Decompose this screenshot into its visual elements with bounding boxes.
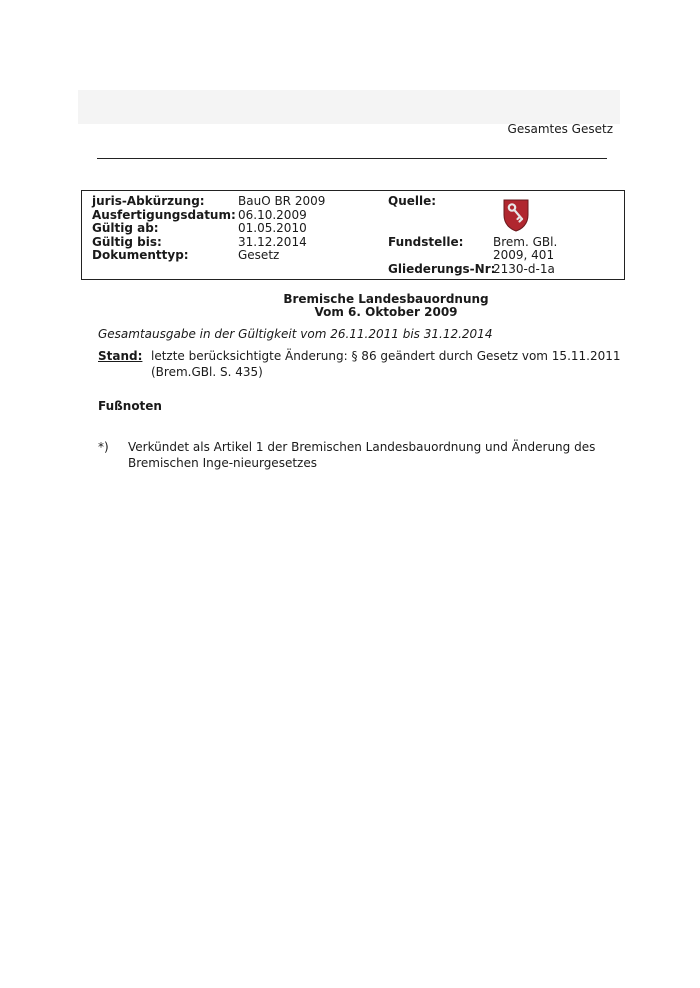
header-divider	[97, 158, 607, 159]
header-band	[78, 90, 620, 124]
meta-label-quelle: Quelle:	[388, 194, 437, 208]
meta-label-gueltig-ab: Gültig ab:	[92, 221, 159, 235]
meta-value-gliederung: 2130-d-1a	[493, 261, 555, 276]
meta-label-gliederung: Gliederungs-Nr:	[388, 261, 496, 276]
metadata-box	[81, 190, 625, 280]
bremen-crest-icon	[502, 198, 530, 232]
footnotes-heading: Fußnoten	[98, 399, 162, 413]
meta-label-dokumenttyp: Dokumenttyp:	[92, 248, 189, 262]
stand-text: letzte berücksichtigte Änderung: § 86 geändert durch Gesetz vom 15.11.2011 (Brem.GBl. S. 435)	[151, 349, 621, 379]
meta-label-gueltig-bis: Gültig bis:	[92, 234, 162, 249]
document-scope-label: Gesamtes Gesetz	[507, 122, 613, 136]
meta-value-ausfertigungsdatum: 06.10.2009	[238, 207, 307, 222]
meta-value-dokumenttyp: Gesetz	[238, 248, 280, 262]
footnote-text: Verkündet als Artikel 1 der Bremischen Landesbauordnung und Änderung des Bremischen Inge-nieurgesetzes	[128, 440, 596, 470]
stand-label: Stand:	[98, 349, 143, 363]
footnote-mark: *)	[98, 440, 109, 454]
meta-value-gueltig-bis: 31.12.2014	[238, 234, 307, 249]
meta-value-fundstelle-line2: 2009, 401	[493, 248, 555, 262]
meta-label-abkuerzung: juris-Abkürzung:	[92, 194, 205, 208]
meta-label-fundstelle: Fundstelle:	[388, 234, 464, 249]
law-date: Vom 6. Oktober 2009	[314, 305, 458, 319]
edition-note: Gesamtausgabe in der Gültigkeit vom 26.11.2011 bis 31.12.2014	[98, 327, 493, 341]
meta-value-fundstelle-line1: Brem. GBl.	[493, 234, 558, 249]
meta-label-ausfertigungsdatum: Ausfertigungsdatum:	[92, 207, 236, 222]
meta-value-abkuerzung: BauO BR 2009	[238, 194, 326, 208]
meta-value-gueltig-ab: 01.05.2010	[238, 221, 307, 235]
law-title: Bremische Landesbauordnung	[283, 292, 489, 306]
